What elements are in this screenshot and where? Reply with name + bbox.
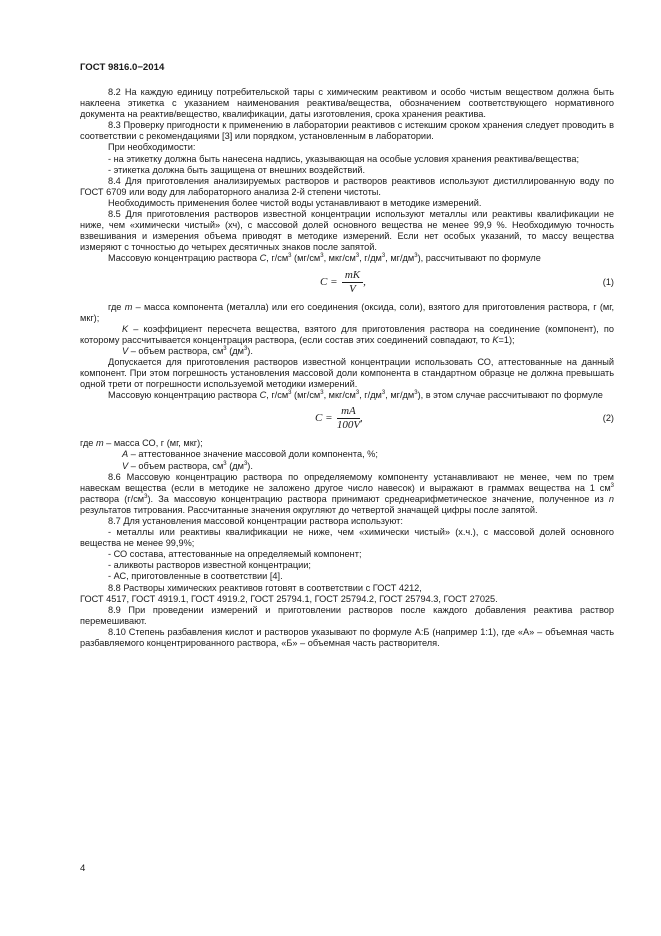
paragraph-water-purity: Необходимость применения более чистой воды устанавливают в методике измерений.: [108, 197, 482, 208]
paragraph-if-needed: При необходимости:: [108, 142, 196, 153]
paragraph-8-4: 8.4 Для приготовления анализируемых растворов и растворов реактивов используют дистиллированную воду по ГОСТ 6709 или воду для лабораторного анализа 2-й степени чистоты.: [80, 175, 614, 197]
paragraph-concentration-intro: Массовую концентрацию раствора C, $г/см^3$ ($мг/см^3$, мкг/$см^3$, $г/дм^3$, $мг/дм^3$), рассчитывают по формуле: [108, 253, 541, 264]
list-item: - этикетка должна быть защищена от внешних воздействий.: [108, 164, 366, 175]
list-item: - СО состава, аттестованные на определяемый компонент;: [108, 549, 362, 560]
page-number: 4: [80, 863, 86, 874]
page-header: ГОСТ 9816.0−2014: [80, 62, 165, 73]
paragraph-8-7: 8.7 Для установления массовой концентрации раствора используют:: [108, 516, 403, 526]
where-k: K – коэффициент пересчета вещества, взятого для приготовления раствора на соединение (компонент), по которому рассчитывается концентрация раствора, (если состав этих соединений совпадают, то K=1);: [80, 323, 614, 345]
page-content: [80, 87, 614, 649]
list-item: - аликвоты растворов известной концентрации;: [108, 560, 311, 571]
formula-number: (1): [602, 276, 614, 287]
list-item: - металлы или реактивы квалификации не ниже, чем «химически чистый» (х.ч.), с массовой долей основного вещества не менее 99,9%;: [80, 527, 614, 549]
where-v: V – объем раствора, $см^3$ $(дм^3)$.: [122, 345, 253, 356]
where-v-2: V – объем раствора, $см^3$ $(дм^3)$.: [122, 460, 253, 471]
paragraph-8-8: 8.8 Растворы химических реактивов готовят в соответствии с ГОСТ 4212,: [108, 582, 422, 593]
paragraph-8-10: 8.10 Степень разбавления кислот и растворов указывают по формуле А:Б (например 1:1), где «А» – объемная часть разбавляемого концентрированного раствора, «Б» – объемная часть растворителя.: [80, 626, 614, 649]
paragraph-8-9: 8.9 При проведении измерений и приготовлении растворов после каждого добавления реактива раствор перемешивают.: [80, 604, 614, 626]
formula-2: C = $\frac{mA}{100V}$ , (2): [315, 405, 614, 432]
paragraph-8-8-standards: ГОСТ 4517, ГОСТ 4919.1, ГОСТ 4919.2, ГОСТ 25794.1, ГОСТ 25794.2, ГОСТ 25794.3, ГОСТ 27025.: [80, 593, 498, 604]
paragraph-8-2: 8.2 На каждую единицу потребительской тары с химическим реактивом и особо чистым веществом должна быть наклеена этикетка с указанием наименования реактива/вещества, обозначением соответствующего нормативного документа на реактив/вещество, квалификации, даты изготовления, срока хранения реактива.: [80, 87, 614, 120]
paragraph-8-3: 8.3 Проверку пригодности к применению в лаборатории реактивов с истекшим сроком хранения следует проводить в соответствии с рекомендациями [3] или порядком, установленным в лаборатории.: [80, 120, 614, 142]
formula-1: C = $\frac{mK}{V}$ , (1): [320, 268, 614, 295]
formula-number: (2): [602, 413, 614, 424]
where-m-co: где m – масса СО, г (мг, мкг);: [80, 438, 203, 449]
paragraph-8-5: 8.5 Для приготовления растворов известной концентрации используют металлы или реактивы квалификации не ниже, чем «химически чистый» (хч), с массовой долей основного вещества не менее 99,9 %. Необходимую точность взвешивания и измерения объема приводят в методике измерений. Если нет особых указаний, то массу вещества измеряют с точностью до четырех десятичных знаков после запятой.: [80, 209, 614, 253]
paragraph-concentration-co: Массовую концентрацию раствора C, $г/см^3$ ($мг/см^3$, мкг/$см^3$, $г/дм^3$, $мг/дм^3$), в этом случае рассчитывают по формуле: [108, 390, 603, 401]
paragraph-co-allowed: Допускается для приготовления растворов известной концентрации использовать СО, аттестованные на данный компонент. При этом погрешность установления массовой доли компонента в стандартном образце не должна превышать одной трети от погрешности используемой методики измерений.: [80, 356, 614, 390]
where-m: где m – масса компонента (металла) или его соединения (оксида, соли), взятого для приготовления раствора, г (мг, мкг);: [80, 301, 614, 323]
where-a: A – аттестованное значение массовой доли компонента, %;: [122, 449, 378, 460]
list-item: - АС, приготовленные в соответствии [4].: [108, 571, 283, 582]
paragraph-8-6: 8.6 Массовую концентрацию раствора по определяемому компоненту устанавливают не менее, чем по трем навескам вещества (если в методике не заложено другое число навесок) и выражают в граммах вещества на 1 $см^3$ раствора $(г/см^3)$. За массовую концентрацию раствора принимают среднеарифметическое значение, полученное из n результатов титрования. Рассчитанные значения округляют до четвертой значащей цифры после запятой.: [80, 471, 614, 515]
list-item: - на этикетку должна быть нанесена надпись, указывающая на особые условия хранения реактива/вещества;: [108, 153, 580, 164]
